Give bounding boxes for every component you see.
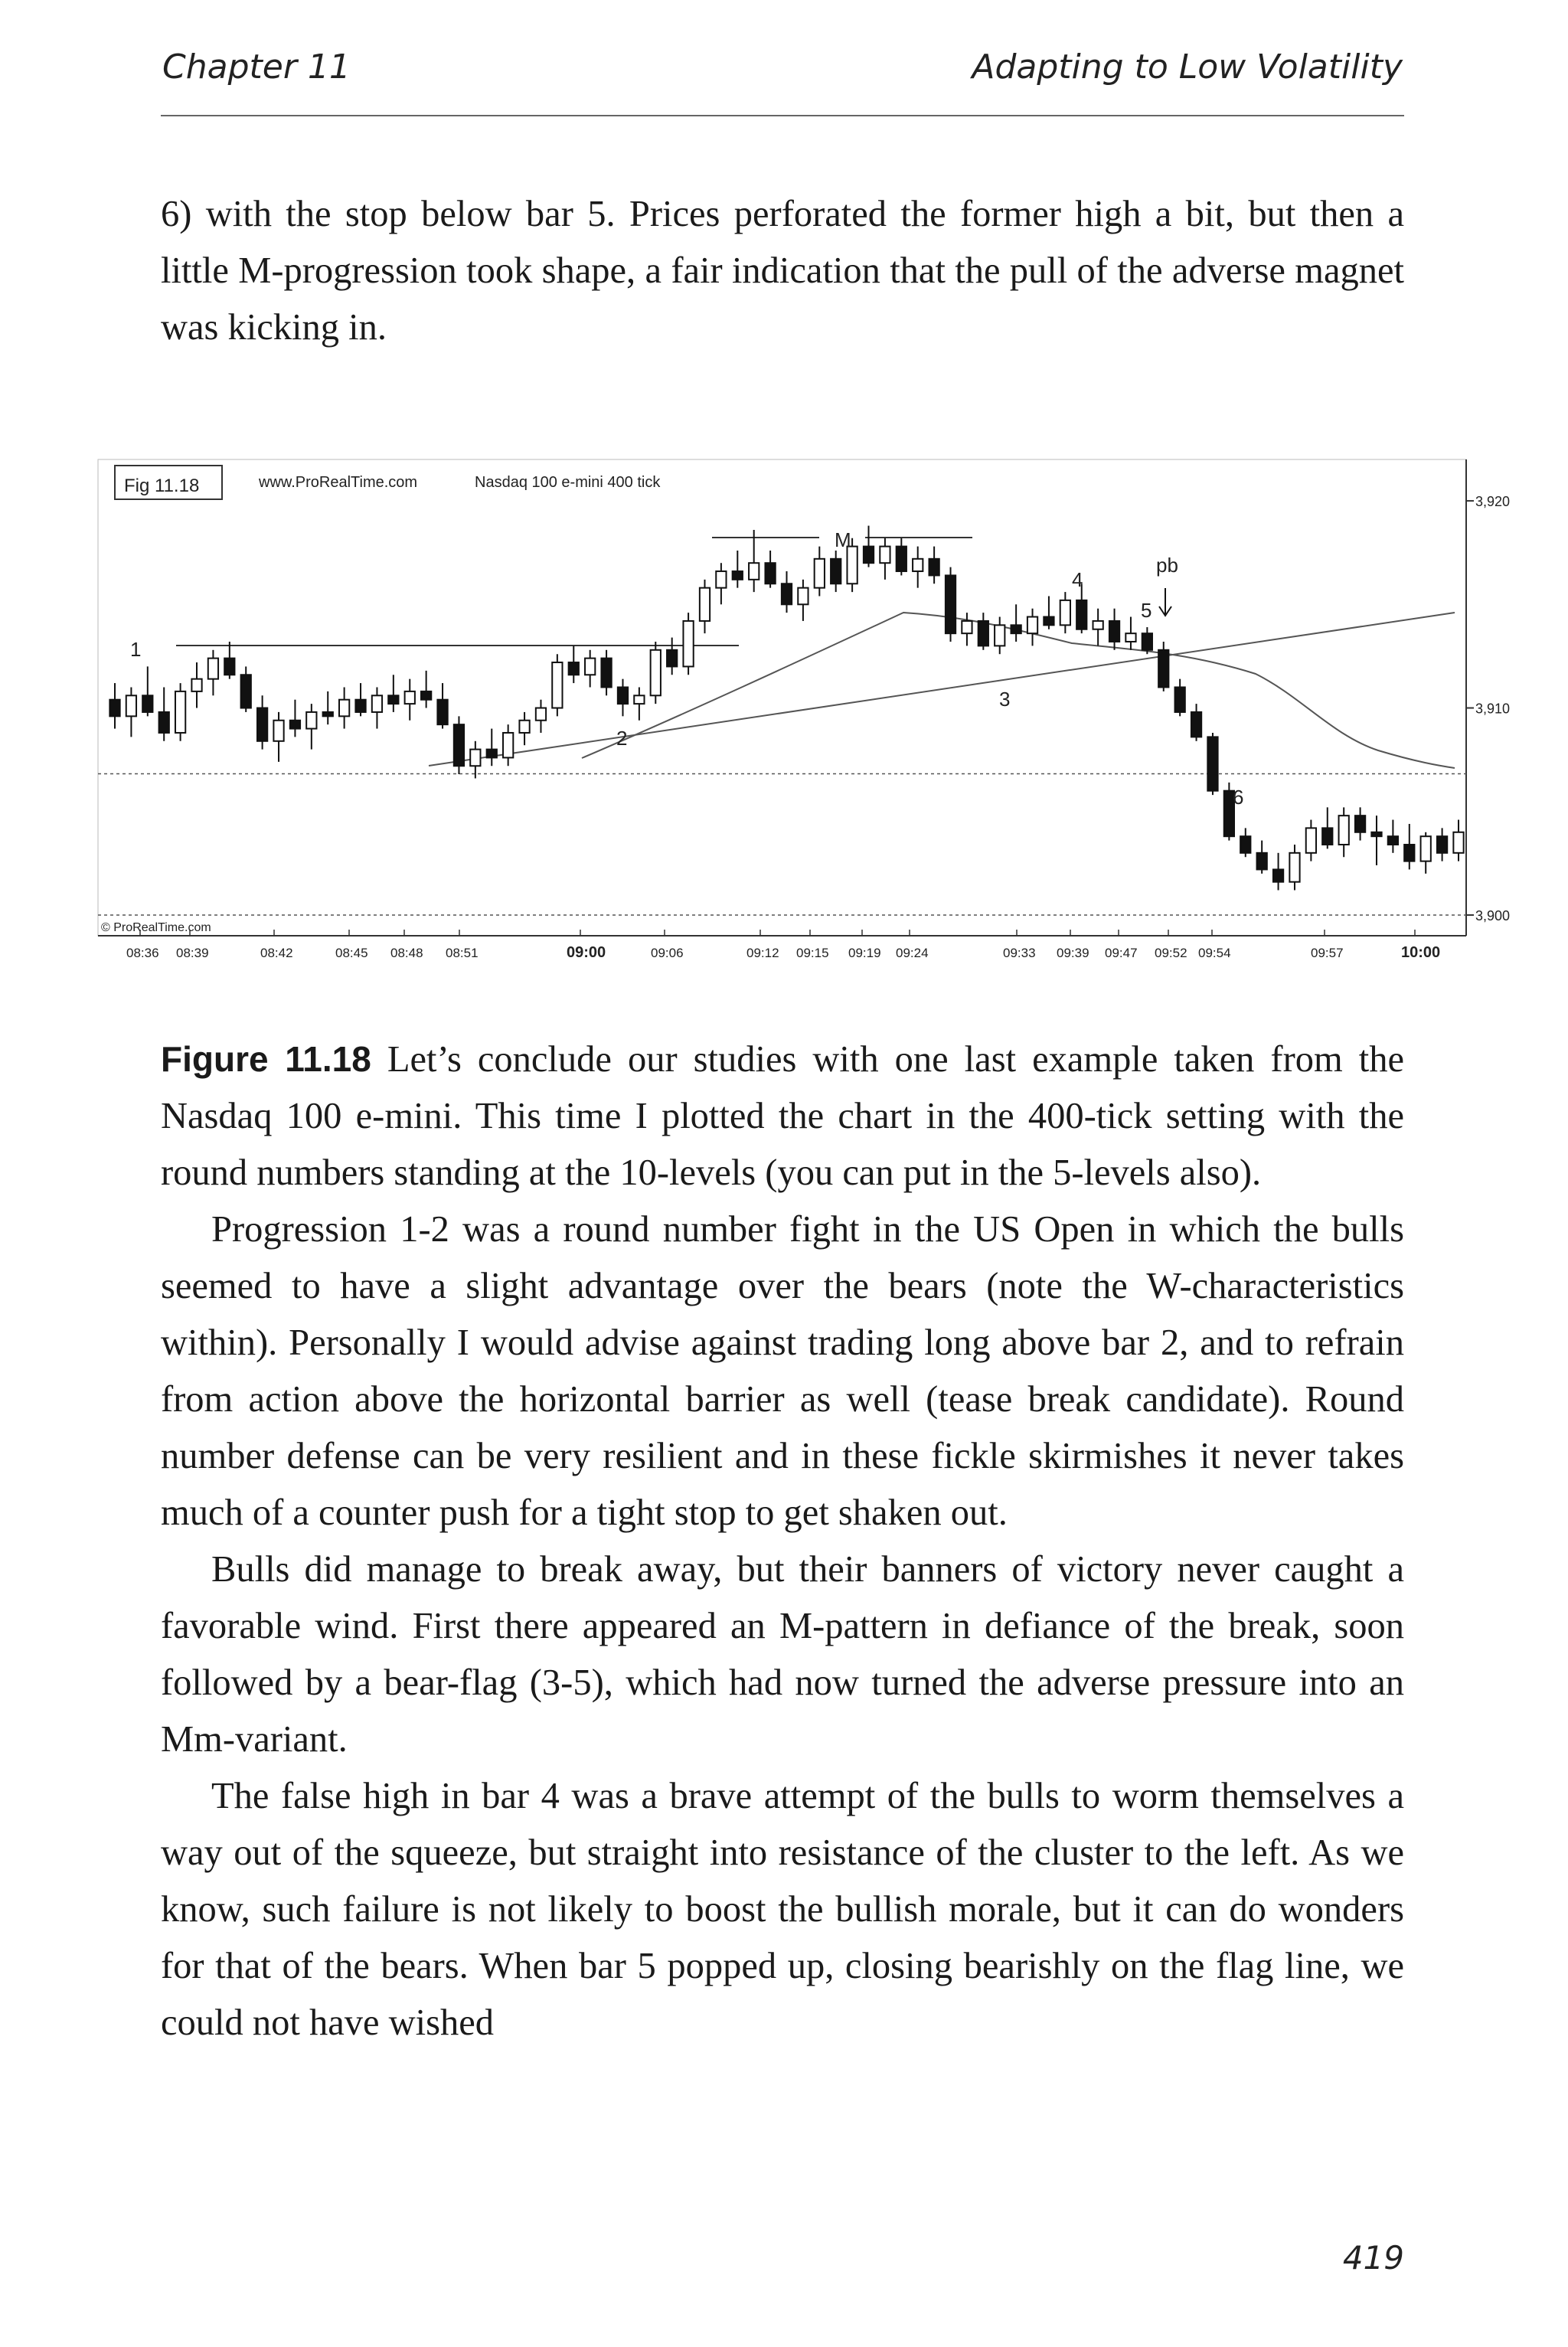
paragraph: The false high in bar 4 was a brave attempt of the bulls to worm themselves a way out of the squeeze, but straight into resistance of the cluster to the left. As we know, such failure is not likely to boost the bullish morale, but it can do wonders for that of the bears. When bar 5 popped up, closing bearishly on the flag line, we could not have wished: [161, 1776, 1404, 2043]
candle-body: [487, 750, 497, 758]
running-head-title: Adapting to Low Volatility: [972, 47, 1403, 87]
candle-body: [1306, 828, 1316, 852]
paragraph: Progression 1-2 was a round number fight in the US Open in which the bulls seemed to have a slight advantage over the bears (note the W-characteristics within). Personally I would advise against trading long above bar 2, and to refrain from action above the horizontal barrier as well (tease break candidate). Round number defense can be very resilient and in these fickle skirmishes it never takes much of a counter push for a tight stop to get shaken out.: [161, 1209, 1404, 1533]
candle-body: [1388, 836, 1398, 845]
candle-body: [585, 659, 595, 675]
candle-body: [454, 724, 464, 766]
candle-body: [208, 659, 218, 679]
y-tick-label: 3,910: [1475, 701, 1511, 717]
candle-body: [634, 695, 644, 704]
x-tick-label: 08:45: [335, 946, 368, 960]
candle-body: [1125, 633, 1135, 642]
candle-body: [191, 679, 201, 691]
candle-body: [929, 559, 939, 576]
candle-body: [946, 575, 956, 633]
candle-body: [962, 621, 972, 633]
running-head-chapter: Chapter 11: [162, 47, 351, 87]
candle-body: [126, 695, 136, 716]
chart-source: www.ProRealTime.com: [259, 474, 418, 491]
candle-body: [1076, 600, 1086, 629]
x-tick-label: 09:24: [896, 946, 929, 960]
candle-body: [798, 588, 808, 605]
intro-text: 6) with the stop below bar 5. Prices perforated the former high a bit, but then a little M-progression took shape, a fair indication that the pull of the adverse magnet was kicking in.: [161, 194, 1404, 348]
candle-body: [470, 750, 480, 767]
candle-body: [536, 708, 546, 721]
flag-trend-line: [429, 613, 1455, 766]
candle-body: [1093, 621, 1103, 629]
candle-body: [306, 712, 316, 729]
candle-body: [142, 695, 152, 712]
x-tick-label: 08:36: [126, 946, 159, 960]
bar-annotation: 5: [1141, 599, 1152, 622]
candle-body: [241, 675, 251, 708]
x-tick-label: 09:19: [848, 946, 881, 960]
candle-body: [421, 691, 431, 700]
candle-body: [667, 650, 677, 667]
candle-body: [175, 691, 185, 733]
candle-body: [372, 695, 382, 712]
candlestick-chart: [0, 0, 1568, 1011]
candle-body: [1027, 617, 1037, 634]
chart-watermark: © ProRealTime.com: [101, 921, 211, 934]
x-tick-label: 09:54: [1198, 946, 1231, 960]
candle-body: [1322, 828, 1332, 845]
candle-body: [388, 695, 398, 704]
x-tick-label: 08:42: [260, 946, 293, 960]
moving-average-line: [582, 613, 1455, 768]
candle-body: [847, 547, 857, 584]
candle-body: [1158, 650, 1168, 688]
candle-body: [815, 559, 825, 588]
candle-body: [1044, 617, 1054, 626]
candle-body: [897, 547, 906, 571]
x-tick-label: 09:12: [746, 946, 779, 960]
y-tick-label: 3,900: [1475, 907, 1511, 923]
chart-instrument: Nasdaq 100 e-mini 400 tick: [475, 474, 661, 491]
candle-body: [355, 700, 365, 712]
bar-annotation: pb: [1156, 554, 1178, 577]
candle-body: [733, 571, 743, 580]
figure-label: Figure 11.18: [161, 1039, 371, 1079]
candle-body: [831, 559, 841, 583]
paragraph: Bulls did manage to break away, but their banners of victory never caught a favorable wind. First there appeared an M-pattern in defiance of the break, soon followed by a bear-flag (3-5), which had now turned the adverse pressure into an Mm-variant.: [161, 1549, 1404, 1760]
x-tick-label: 09:33: [1003, 946, 1036, 960]
x-tick-label: 08:39: [176, 946, 209, 960]
candle-body: [323, 712, 333, 716]
x-tick-label: 09:57: [1311, 946, 1344, 960]
candle-body: [159, 712, 169, 733]
x-tick-label: 08:51: [446, 946, 479, 960]
candle-body: [601, 659, 611, 688]
candle-body: [651, 650, 661, 695]
candle-body: [552, 662, 562, 708]
x-tick-label: 08:48: [390, 946, 423, 960]
candle-body: [519, 721, 529, 733]
candle-body: [782, 583, 792, 604]
candle-body: [224, 659, 234, 675]
candle-body: [1109, 621, 1119, 642]
x-tick-label: 09:00: [567, 944, 606, 961]
figure-caption: [161, 1031, 1404, 1201]
candle-body: [1437, 836, 1447, 853]
candle-body: [1371, 832, 1381, 836]
candle-body: [1453, 832, 1463, 853]
y-tick-label: 3,920: [1475, 494, 1511, 510]
candle-body: [978, 621, 988, 646]
x-tick-label: 09:47: [1105, 946, 1138, 960]
candle-body: [913, 559, 923, 571]
candle-body: [1404, 845, 1414, 861]
candle-body: [1421, 836, 1431, 861]
candle-body: [1011, 625, 1021, 633]
candle-body: [1191, 712, 1201, 737]
x-tick-label: 09:52: [1155, 946, 1187, 960]
candle-body: [700, 588, 710, 621]
candle-body: [1060, 600, 1070, 625]
candle-body: [1257, 853, 1267, 870]
candle-body: [339, 700, 349, 717]
candle-body: [1207, 737, 1217, 790]
candle-body: [257, 708, 267, 741]
candle-body: [1289, 853, 1299, 882]
candle-body: [765, 563, 775, 583]
bar-annotation: 1: [130, 638, 142, 661]
bar-annotation: 4: [1072, 568, 1083, 591]
candle-body: [109, 700, 119, 717]
candle-body: [716, 571, 726, 588]
bar-annotation: 3: [999, 688, 1011, 711]
candle-body: [864, 547, 874, 564]
figure-caption-block: [161, 1031, 1404, 2051]
candle-body: [290, 721, 300, 729]
candle-body: [1339, 816, 1349, 845]
candle-body: [405, 691, 415, 704]
bar-annotation: 2: [616, 727, 628, 750]
x-tick-label: 09:39: [1057, 946, 1089, 960]
candle-body: [618, 687, 628, 704]
candle-body: [1175, 687, 1185, 711]
candle-body: [1240, 836, 1250, 853]
x-tick-label: 09:06: [651, 946, 684, 960]
candle-body: [437, 700, 447, 724]
candle-body: [995, 625, 1004, 646]
candle-body: [749, 563, 759, 580]
candle-body: [683, 621, 693, 666]
figure-caption-text: Let’s conclude our studies with one last example taken from the Nasdaq 100 e-mini. This time I plotted the chart in the 400-tick setting with the round numbers standing at the 10-levels (you can put in the 5-levels also).: [161, 1039, 1404, 1193]
candle-body: [1273, 869, 1283, 881]
candle-body: [1355, 816, 1365, 832]
candle-body: [569, 662, 579, 675]
candle-body: [1142, 633, 1152, 650]
bar-annotation: M: [835, 528, 851, 551]
x-tick-label: 10:00: [1401, 944, 1441, 961]
bar-annotation: 6: [1233, 786, 1244, 809]
figure-tag: Fig 11.18: [124, 476, 200, 496]
x-tick-label: 09:15: [796, 946, 829, 960]
candle-body: [503, 733, 513, 757]
candle-body: [273, 721, 283, 741]
candle-body: [880, 547, 890, 564]
page-number: 419: [1342, 2239, 1404, 2277]
